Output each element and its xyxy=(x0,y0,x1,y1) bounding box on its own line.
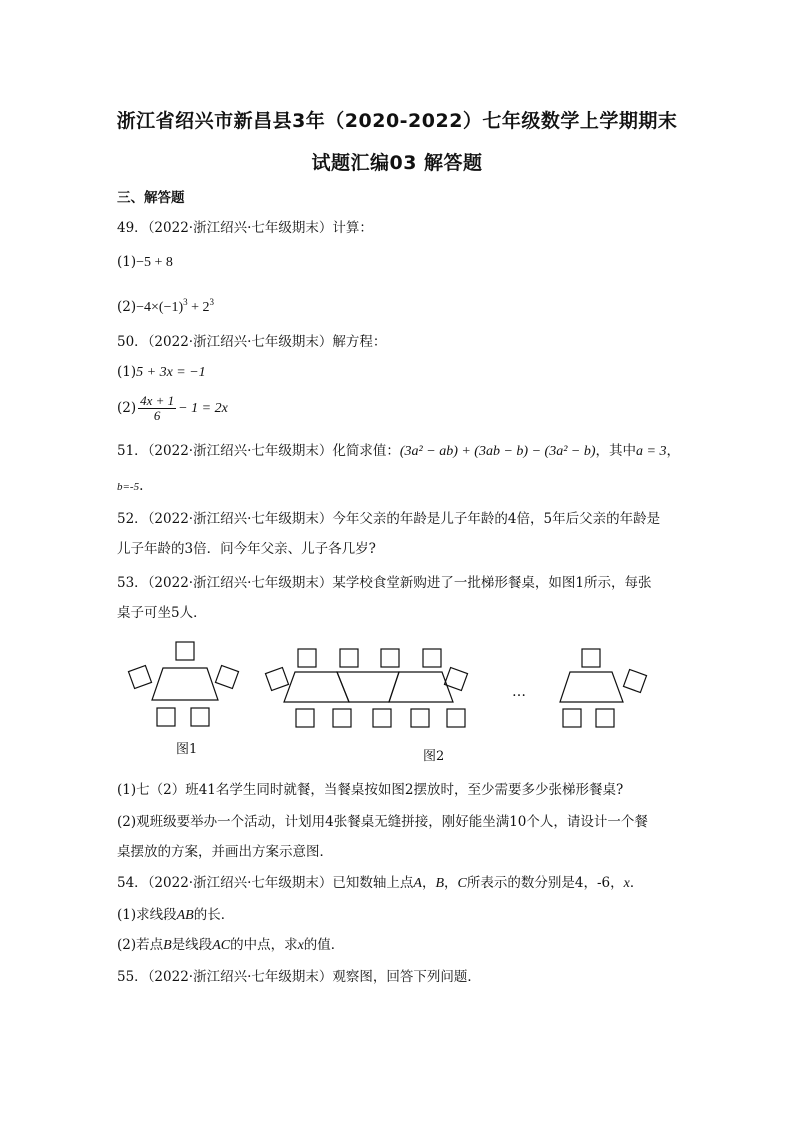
math-expression: + 2 xyxy=(187,300,210,315)
question-text: 已知数轴上点 xyxy=(332,875,414,891)
figure-1-label: 图1 xyxy=(176,742,198,757)
question-number: 50． xyxy=(117,334,148,350)
question-50-part-1 xyxy=(117,362,677,383)
point-b: B xyxy=(435,876,445,891)
document-title-line-2: 试题汇编03 解答题 xyxy=(311,152,483,174)
seat-square xyxy=(265,667,288,690)
math-expression: −4×(−1) xyxy=(136,300,184,315)
question-text: 的中点，求 xyxy=(230,937,298,953)
question-52-continued: 儿子年龄的3倍．问今年父亲、儿子各几岁? xyxy=(117,541,376,557)
seat-square xyxy=(191,708,209,726)
segment-ab: AB xyxy=(176,908,194,923)
part-label: (1) xyxy=(117,364,137,380)
question-53-part-2: (2)观班级要举办一个活动，计划用4张餐桌无缝拼接，刚好能坐满10个人，请设计一个餐 xyxy=(117,814,648,830)
seat-square xyxy=(411,709,429,727)
question-54-part-1 xyxy=(117,905,677,926)
question-text: (2)若点 xyxy=(117,937,164,953)
trapezoid-table xyxy=(337,672,399,702)
question-text: 今年父亲的年龄是儿子年龄的4倍，5年后父亲的年龄是 xyxy=(332,511,661,527)
source-tag: （2022·浙江绍兴·七年级期末） xyxy=(147,334,333,350)
question-49-part-1 xyxy=(117,252,677,273)
question-53-part-1: (1)七（2）班41名学生同时就餐，当餐桌按如图2摆放时，至少需要多少张梯形餐桌? xyxy=(117,782,624,798)
math-condition-a: a = 3 xyxy=(636,444,667,459)
exponent: 3 xyxy=(209,297,215,307)
seat-square xyxy=(423,649,441,667)
seat-square xyxy=(128,665,151,688)
fraction-numerator: 4x + 1 xyxy=(140,393,175,408)
question-text: 计算： xyxy=(332,220,373,236)
question-54 xyxy=(117,873,677,894)
variable-x: x xyxy=(623,876,630,891)
question-text: 观察图，回答下列问题． xyxy=(332,969,481,985)
question-text: 是线段 xyxy=(171,937,213,953)
seat-square xyxy=(176,642,194,660)
question-number: 53． xyxy=(117,575,148,591)
exponent: 3 xyxy=(183,297,188,307)
trapezoid-table xyxy=(560,672,623,702)
trapezoid-table xyxy=(152,668,218,700)
fraction-denominator: 6 xyxy=(153,408,161,423)
fraction xyxy=(138,394,176,423)
point-b: B xyxy=(163,938,172,953)
source-tag: （2022·浙江绍兴·七年级期末） xyxy=(147,875,333,891)
seat-square xyxy=(563,709,581,727)
question-52 xyxy=(117,509,677,529)
question-text: 所表示的数分别是4，-6， xyxy=(466,875,624,891)
table-diagram xyxy=(117,638,677,768)
source-tag: （2022·浙江绍兴·七年级期末） xyxy=(147,443,333,459)
source-tag: （2022·浙江绍兴·七年级期末） xyxy=(147,575,333,591)
seat-square xyxy=(333,709,351,727)
question-text: ， xyxy=(666,443,680,459)
part-label: (2) xyxy=(117,299,137,315)
seat-square xyxy=(623,669,646,692)
seat-square xyxy=(296,709,314,727)
math-expression: −5 + 8 xyxy=(136,255,173,270)
math-expression: (3a² − ab) + (3ab − b) − (3a² − b) xyxy=(399,444,596,459)
question-text: 的值． xyxy=(303,937,345,953)
seat-square xyxy=(582,649,600,667)
question-text: (1)求线段 xyxy=(117,907,177,923)
section-heading: 三、解答题 xyxy=(117,190,185,206)
question-53 xyxy=(117,573,677,593)
question-number: 52． xyxy=(117,511,148,527)
math-condition-b: b=-5 xyxy=(117,481,140,493)
source-tag: （2022·浙江绍兴·七年级期末） xyxy=(147,969,333,985)
question-49-part-2 xyxy=(117,292,677,318)
document-title-line-1: 浙江省绍兴市新昌县3年（2020-2022）七年级数学上学期期末 xyxy=(116,110,678,132)
part-label: (2) xyxy=(117,400,137,416)
part-label: (1) xyxy=(117,254,137,270)
seat-square xyxy=(381,649,399,667)
question-49 xyxy=(117,218,677,238)
question-50-part-2 xyxy=(117,393,677,424)
seat-square xyxy=(157,708,175,726)
seat-square xyxy=(298,649,316,667)
question-50 xyxy=(117,332,677,352)
question-51 xyxy=(117,441,680,462)
question-number: 51． xyxy=(117,443,148,459)
segment-ac: AC xyxy=(212,938,231,953)
question-54-part-2 xyxy=(117,935,677,956)
seat-square xyxy=(596,709,614,727)
seat-square xyxy=(447,709,465,727)
trapezoid-table xyxy=(389,672,453,702)
ellipsis: … xyxy=(512,684,526,700)
question-text: ，其中 xyxy=(595,443,636,459)
question-number: 55． xyxy=(117,969,148,985)
separator: ， xyxy=(444,875,458,891)
question-text: . xyxy=(139,478,144,494)
question-text: 某学校食堂新购进了一批梯形餐桌，如图1所示，每张 xyxy=(332,575,652,591)
point-a: A xyxy=(413,876,422,891)
question-number: 49． xyxy=(117,220,148,236)
table-arrangement-figure xyxy=(117,638,677,768)
seat-square xyxy=(373,709,391,727)
figure-2-label: 图2 xyxy=(423,749,445,764)
question-55 xyxy=(117,967,677,987)
question-53-continued: 桌子可坐5人． xyxy=(117,605,207,621)
variable-x: x xyxy=(297,938,304,953)
separator: ， xyxy=(421,875,436,891)
source-tag: （2022·浙江绍兴·七年级期末） xyxy=(147,220,333,236)
seat-square xyxy=(340,649,358,667)
source-tag: （2022·浙江绍兴·七年级期末） xyxy=(147,511,333,527)
question-text: ． xyxy=(629,875,644,891)
question-text: 解方程： xyxy=(332,334,387,350)
question-51-continued xyxy=(117,476,677,497)
question-number: 54． xyxy=(117,875,148,891)
point-c: C xyxy=(457,876,467,891)
question-text: 化简求值： xyxy=(332,443,400,459)
math-expression: 5 + 3x = −1 xyxy=(136,365,206,380)
seat-square xyxy=(215,665,238,688)
question-text: 的长． xyxy=(193,907,235,923)
question-53-part-2-continued: 桌摆放的方案，并画出方案示意图． xyxy=(117,844,333,860)
math-expression: − 1 = 2x xyxy=(178,401,228,416)
